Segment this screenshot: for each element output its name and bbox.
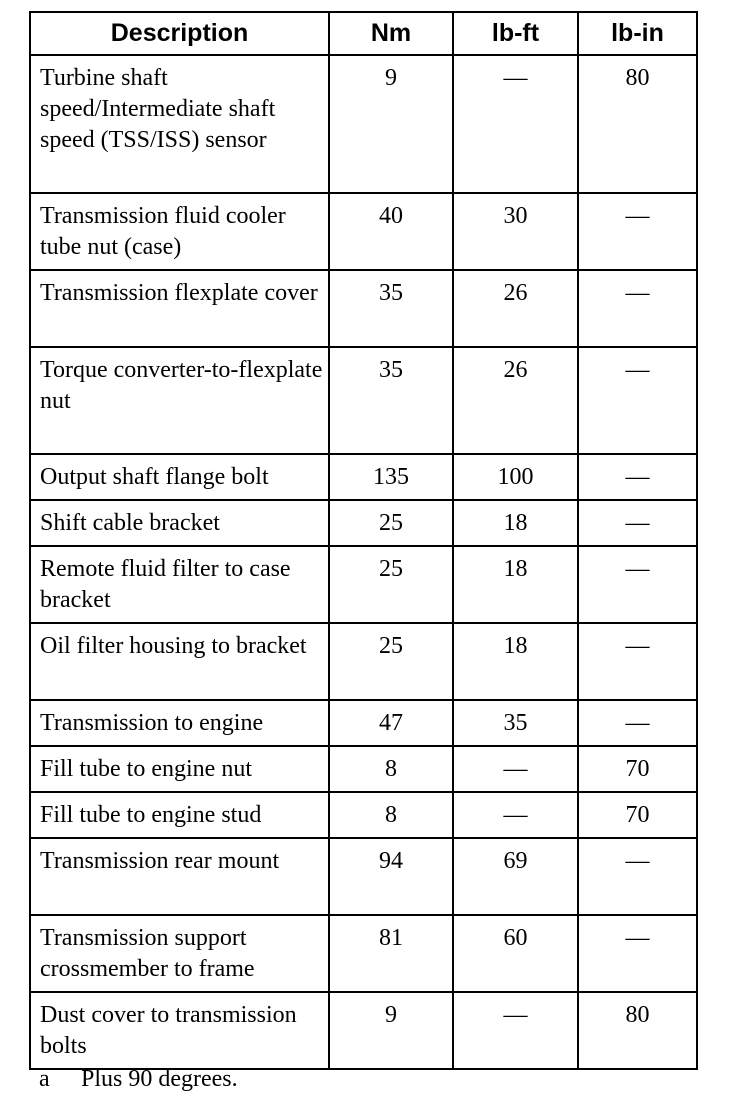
- cell-nm: 25: [329, 546, 453, 623]
- cell-lbin: —: [578, 500, 697, 546]
- cell-lbft: 60: [453, 915, 578, 992]
- cell-nm: 25: [329, 623, 453, 700]
- cell-lbft: 35: [453, 700, 578, 746]
- cell-lbft: 18: [453, 546, 578, 623]
- cell-lbin: 70: [578, 792, 697, 838]
- cell-lbft: 26: [453, 270, 578, 347]
- table-row: [30, 500, 697, 546]
- cell-description: Dust cover to transmission bolts: [30, 992, 329, 1069]
- cell-description: Transmission flexplate cover: [30, 270, 329, 347]
- cell-nm: 35: [329, 270, 453, 347]
- cell-lbft: —: [453, 55, 578, 193]
- cell-lbin: 70: [578, 746, 697, 792]
- cell-nm: 8: [329, 746, 453, 792]
- cell-nm: 25: [329, 500, 453, 546]
- cell-nm: 8: [329, 792, 453, 838]
- table-row: [30, 546, 697, 623]
- cell-description: Torque converter-to-flexplate nut: [30, 347, 329, 454]
- cell-description: Oil filter housing to bracket: [30, 623, 329, 700]
- cell-lbin: —: [578, 347, 697, 454]
- cell-lbin: —: [578, 454, 697, 500]
- cell-lbin: 80: [578, 55, 697, 193]
- cell-lbin: —: [578, 546, 697, 623]
- cell-nm: 47: [329, 700, 453, 746]
- cell-description: Output shaft flange bolt: [30, 454, 329, 500]
- cell-lbft: 26: [453, 347, 578, 454]
- cell-description: Transmission rear mount: [30, 838, 329, 915]
- footnote-mark: a: [39, 1066, 50, 1092]
- header-lbin: lb-in: [578, 12, 697, 55]
- torque-spec-table: [29, 11, 698, 1070]
- table-row: [30, 915, 697, 992]
- header-description: Description: [30, 12, 329, 55]
- table-row: [30, 270, 697, 347]
- footnote-text: Plus 90 degrees.: [81, 1066, 238, 1092]
- cell-nm: 9: [329, 992, 453, 1069]
- table-row: [30, 700, 697, 746]
- cell-lbft: 100: [453, 454, 578, 500]
- header-lbft: lb-ft: [453, 12, 578, 55]
- cell-lbft: 18: [453, 500, 578, 546]
- cell-lbin: —: [578, 915, 697, 992]
- table-row: [30, 992, 697, 1069]
- table-header-row: [30, 12, 697, 55]
- table-row: [30, 792, 697, 838]
- cell-lbin: —: [578, 623, 697, 700]
- cell-description: Remote fluid filter to case bracket: [30, 546, 329, 623]
- cell-nm: 94: [329, 838, 453, 915]
- table-row: [30, 746, 697, 792]
- cell-lbin: 80: [578, 992, 697, 1069]
- cell-lbft: —: [453, 792, 578, 838]
- table-row: [30, 347, 697, 454]
- cell-description: Transmission fluid cooler tube nut (case): [30, 193, 329, 270]
- cell-lbin: —: [578, 193, 697, 270]
- table-row: [30, 55, 697, 193]
- cell-description: Turbine shaft speed/Intermediate shaft speed (TSS/ISS) sensor: [30, 55, 329, 193]
- cell-lbin: —: [578, 270, 697, 347]
- table-row: [30, 193, 697, 270]
- cell-lbft: 30: [453, 193, 578, 270]
- cell-lbft: 69: [453, 838, 578, 915]
- cell-description: Fill tube to engine stud: [30, 792, 329, 838]
- cell-nm: 135: [329, 454, 453, 500]
- cell-lbft: —: [453, 746, 578, 792]
- cell-lbin: —: [578, 700, 697, 746]
- cell-description: Transmission support crossmember to frame: [30, 915, 329, 992]
- cell-nm: 9: [329, 55, 453, 193]
- cell-description: Shift cable bracket: [30, 500, 329, 546]
- table-row: [30, 454, 697, 500]
- footnote: [39, 1064, 238, 1095]
- header-nm: Nm: [329, 12, 453, 55]
- cell-lbft: —: [453, 992, 578, 1069]
- cell-nm: 81: [329, 915, 453, 992]
- cell-lbin: —: [578, 838, 697, 915]
- cell-description: Transmission to engine: [30, 700, 329, 746]
- table-row: [30, 838, 697, 915]
- cell-nm: 40: [329, 193, 453, 270]
- table-row: [30, 623, 697, 700]
- cell-lbft: 18: [453, 623, 578, 700]
- cell-nm: 35: [329, 347, 453, 454]
- cell-description: Fill tube to engine nut: [30, 746, 329, 792]
